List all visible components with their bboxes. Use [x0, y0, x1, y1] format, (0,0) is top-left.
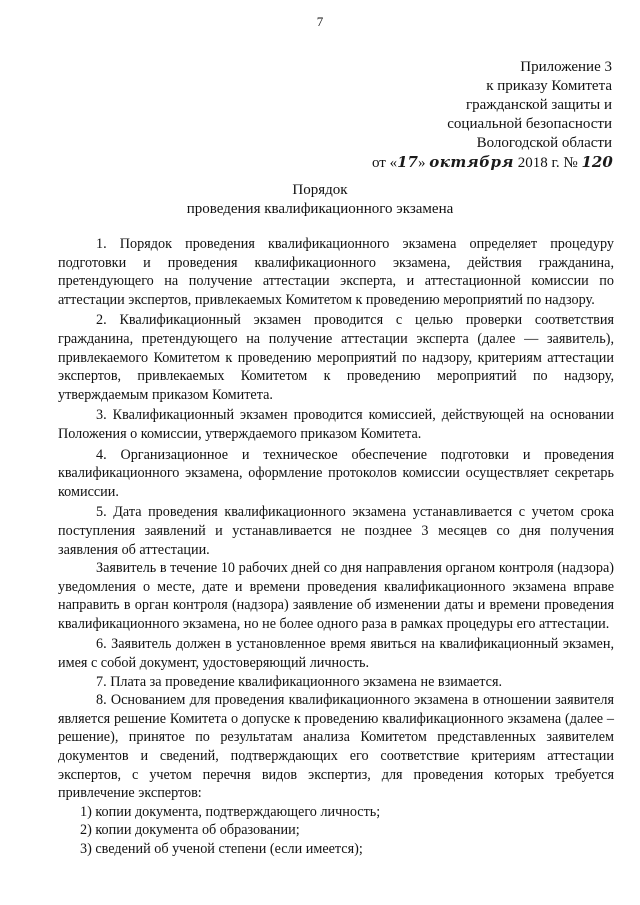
title-line: проведения квалификационного экзамена: [186, 201, 454, 217]
title-line: Порядок: [292, 182, 348, 198]
paragraph: 8. Основанием для проведения квалификационного экзамена в отношении заявителя является решение Комитета о допуске к проведению квалификационного экзамена (далее – решение), принятое по результатам анализа Комитетом представленных заявителем документов и сведений, подтверждающих его соответствие критериям аттестации экспертов, с учетом перечня видов экспертиз, для проведения которых требуется привлечение экспертов:: [58, 692, 614, 802]
date-month-handwritten: октября: [429, 153, 514, 171]
paragraph: 4. Организационное и техническое обеспечение подготовки и проведения квалификационного экзамена, оформление протоколов комиссии осуществляет секретарь комиссии.: [58, 446, 614, 500]
date-mid: »: [417, 155, 426, 171]
appendix-line: к приказу Комитета: [486, 78, 612, 94]
date-prefix: от «: [372, 155, 398, 171]
appendix-line: Вологодской области: [476, 135, 612, 151]
document-title: [0, 181, 640, 219]
paragraph: 2. Квалификационный экзамен проводится с целью проверки соответствия гражданина, претендующего на получение аттестации эксперта (далее — заявитель), привлекаемого Комитетом к проведению мероприятий по надзору, критериям аттестации экспертов, привлекаемых Комитетом к проведению мероприятий по надзору, утверждаемым приказом Комитета.: [58, 312, 614, 403]
appendix-header: [372, 58, 612, 173]
date-year: 2018 г. №: [517, 155, 578, 171]
list-item: 2) копии документа об образовании;: [80, 822, 300, 839]
page-number: 7: [316, 14, 324, 29]
paragraph: Заявитель в течение 10 рабочих дней со дня направления органом контроля (надзора) уведомления о месте, дате и времени проведения квалификационного экзамена вправе направить в орган контроля (надзора) заявление об изменении даты и времени проведения квалификационного экзамена, но не более одного раза в рамках процедуры его аттестации.: [58, 560, 614, 632]
paragraph: 7. Плата за проведение квалификационного экзамена не взимается.: [96, 673, 503, 690]
paragraph: 1. Порядок проведения квалификационного экзамена определяет процедуру подготовки и проведения квалификационного экзамена, действия гражданина, претендующего на получение аттестации эксперта, и аттестационной комиссии по аттестации экспертов, привлекаемых Комитетом к проведению мероприятий по надзору.: [58, 236, 614, 308]
appendix-line: Приложение 3: [520, 59, 612, 75]
order-number-handwritten: 120: [581, 153, 613, 171]
appendix-date-line: [372, 153, 612, 173]
appendix-line: гражданской защиты и: [465, 97, 612, 113]
paragraph: 3. Квалификационный экзамен проводится комиссией, действующей на основании Положения о комиссии, утверждаемого приказом Комитета.: [58, 407, 614, 442]
document-body: [58, 235, 614, 859]
date-day-handwritten: 17: [397, 153, 418, 171]
list-item: 3) сведений об ученой степени (если имеется);: [80, 841, 363, 857]
paragraph: 5. Дата проведения квалификационного экзамена устанавливается с учетом срока поступления заявлений и устанавливается не позднее 3 месяцев со дня получения заявления об аттестации.: [58, 504, 614, 558]
appendix-line: социальной безопасности: [447, 116, 612, 132]
list-item: 1) копии документа, подтверждающего личность;: [80, 803, 381, 820]
paragraph: 6. Заявитель должен в установленное время явиться на квалификационный экзамен, имея с собой документ, удостоверяющий личность.: [58, 636, 614, 672]
